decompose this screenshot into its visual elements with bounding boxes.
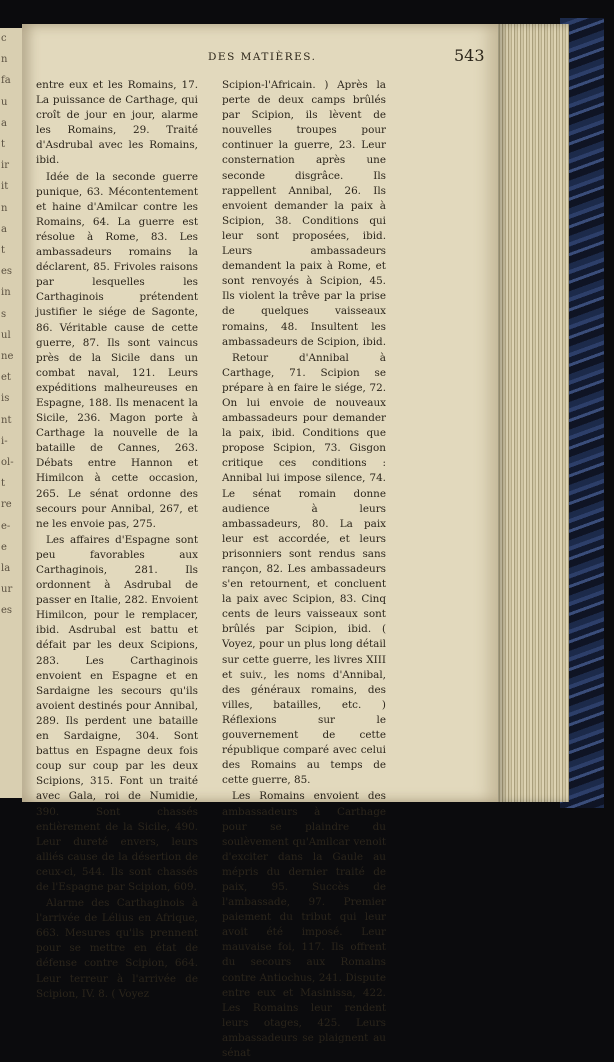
facing-page-text: nt — [1, 414, 12, 426]
page-edges — [497, 24, 569, 802]
facing-page-text: a — [1, 117, 7, 129]
facing-page-text: fa — [1, 75, 11, 87]
facing-page-text: in — [1, 287, 11, 299]
facing-page-text: u — [1, 96, 8, 108]
facing-page-text: a — [1, 223, 7, 235]
facing-page-text: n — [1, 202, 8, 214]
facing-page-text: ir — [1, 160, 9, 172]
facing-page-text: la — [1, 563, 11, 575]
facing-page-text: t — [1, 245, 6, 257]
facing-page-text: ol- — [1, 457, 14, 469]
paragraph: Idée de la seconde guerre punique, 63. Mécontentement et haine d'Amilcar contre les Romains, 64. La guerre est résolue à Rome, 83. Les ambassadeurs romains la déclarent, 85. Frivoles raisons par lesquelles les Carthaginois prétendent justifier le siége de Sagonte, 86. Véritable cause de cette guerre, 87. Ils sont vaincus près de la Sicile dans un combat naval, 121. Leurs expéditions malheureuses en Espagne, 188. Ils menacent la Sicile, 236. Magon porte à Carthage la nouvelle de la bataille de Cannes, 263. Débats entre Hannon et Himilcon à cette occasion, 265. Le sénat ordonne des secours pour Annibal, 267, et ne les envoie pas, 275. — [36, 170, 198, 530]
text-column-right — [222, 78, 386, 1062]
paragraph: Les Romains envoient des ambassadeurs à Carthage pour se plaindre du soulèvement qu'Amilcar venoit d'exciter dans la Gaule au mépris du dernier traité de paix, 95. Succès de l'ambassade, 97. Premier paiement du tribut qui leur avoit été imposé. Leur mauvaise foi, 117. Ils offrent du secours aux Romains contre Antiochus, 241. Dispute entre eux et Masinissa, 422. Les Romains leur rendent leurs otages, 425. Leurs ambassadeurs se plaignent au sénat — [222, 790, 386, 1059]
facing-page-text: t — [1, 478, 6, 490]
running-header: DES MATIÈRES. — [208, 51, 317, 63]
paragraph: Alarme des Carthaginois à l'arrivée de Lélius en Afrique, 663. Mesures qu'ils prennent pour se mettre en état de défense contre Scipion, 664. Leur terreur à l'arrivée de Scipion, IV. 8. ( Voyez — [36, 897, 198, 1000]
paragraph: Les affaires d'Espagne sont peu favorables aux Carthaginois, 281. Ils ordonnent à Asdrubal de passer en Italie, 282. Envoient Himilcon, pour le remplacer, ibid. Asdrubal est battu et défait par les deux Scipions, 283. Les Carthaginois envoient en Espagne et en Sardaigne les secours qu'ils avoient destinés pour Annibal, 289. Ils perdent une bataille en Sardaigne, 304. Sont battus en Espagne deux fois coup sur coup par les deux Scipions, 315. Font un traité avec Gala, roi de Numidie, 390. Sont chassés entièrement de la Sicile, 490. Leur dureté envers, leurs alliés cause de la désertion de ceux-ci, 544. Ils sont chassés de l'Espagne par Scipion, 609. — [36, 533, 198, 893]
facing-page-text: c — [1, 33, 7, 44]
facing-page-text: ne — [1, 351, 14, 363]
facing-page-text: es — [1, 266, 13, 278]
facing-page-text: es — [1, 605, 13, 617]
paragraph: Scipion-l'Africain. ) Après la perte de deux camps brûlés par Scipion, ils lèvent de nouvelles troupes pour continuer la guerre, 23. Leur consternation après une seconde disgrâce. Ils rappellent Annibal, 26. Ils envoient demander la paix à Scipion, 38. Conditions qui leur sont proposées, ibid. Leurs ambassadeurs demandent la paix à Rome, et sont renvoyés à Scipion, 45. Ils violent la trêve par la prise de quelques vaisseaux romains, 48. Insultent les ambassadeurs de Scipion, ibid. — [222, 79, 386, 348]
facing-page-fragment — [0, 28, 23, 798]
text-column-left — [36, 78, 198, 1003]
facing-page-text: re — [1, 499, 12, 511]
facing-page-text: ur — [1, 584, 13, 596]
facing-page-text: is — [1, 393, 10, 405]
facing-page-text: it — [1, 181, 9, 193]
facing-page-text: n — [1, 54, 8, 66]
facing-page-text: et — [1, 372, 11, 384]
page-number: 543 — [454, 46, 485, 65]
facing-page-text: ul — [1, 329, 11, 341]
paragraph: Retour d'Annibal à Carthage, 71. Scipion se prépare à en faire le siége, 72. On lui envoie de nouveaux ambassadeurs pour demander la paix, ibid. Conditions que propose Scipion, 73. Gisgon critique ces conditions : Annibal lui impose silence, 74. Le sénat romain donne audience à leurs ambassadeurs, 80. La paix leur est accordée, et leurs prisonniers sont rendus sans rançon, 82. Les ambassadeurs s'en retournent, et concluent la paix avec Scipion, 83. Cinq cents de leurs vaisseaux sont brûlés par Scipion, ibid. ( Voyez, pour un plus long détail sur cette guerre, les livres XIII et suiv., les noms d'Annibal, des généraux romains, des villes, batailles, etc. ) Réflexions sur le gouvernement de cette république comparé avec celui des Romains au temps de cette guerre, 85. — [222, 351, 386, 787]
book-page — [22, 24, 498, 1059]
facing-page-text: e — [1, 541, 7, 553]
facing-page-text: i- — [1, 435, 8, 447]
facing-page-text: t — [1, 139, 6, 151]
facing-page-text: s — [1, 308, 7, 320]
paragraph: entre eux et les Romains, 17. La puissance de Carthage, qui croît de jour en jour, alarme les Romains, 29. Traité d'Asdrubal avec les Romains, ibid. — [36, 79, 198, 167]
facing-page-text: e- — [1, 520, 11, 532]
